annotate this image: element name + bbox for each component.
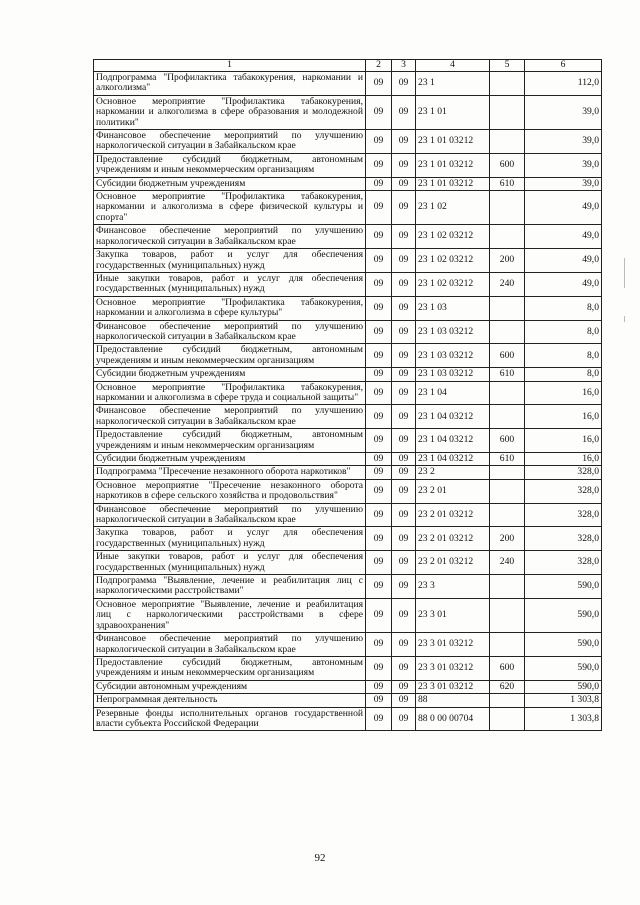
amount-cell: 49,0: [525, 191, 602, 225]
expense-type-cell: [490, 381, 525, 405]
target-article-cell: 23 1 01 03212: [416, 153, 490, 177]
table-row: [94, 130, 602, 154]
target-article-cell: 23 3 01 03212: [416, 680, 490, 693]
row-name-cell: Непрограммная деятельность: [94, 694, 366, 707]
table-row: [94, 191, 602, 225]
table-row: [94, 405, 602, 429]
target-article-cell: 23 1 02 03212: [416, 225, 490, 249]
subsection-code-cell: 09: [392, 272, 416, 296]
table-row: [94, 296, 602, 320]
table-row: [94, 320, 602, 344]
subsection-code-cell: 09: [392, 466, 416, 479]
subsection-code-cell: 09: [392, 225, 416, 249]
expense-type-cell: [490, 479, 525, 503]
expense-type-cell: [490, 575, 525, 599]
section-code-cell: 09: [366, 453, 392, 466]
section-code-cell: 09: [366, 479, 392, 503]
target-article-cell: 23 3 01 03212: [416, 633, 490, 657]
table-row: [94, 551, 602, 575]
target-article-cell: 23 2: [416, 466, 490, 479]
section-code-cell: 09: [366, 694, 392, 707]
expense-type-cell: [490, 633, 525, 657]
section-code-cell: 09: [366, 429, 392, 453]
expense-type-cell: 620: [490, 680, 525, 693]
amount-cell: 39,0: [525, 130, 602, 154]
target-article-cell: 23 3 01: [416, 598, 490, 632]
table-row: [94, 225, 602, 249]
subsection-code-cell: 09: [392, 680, 416, 693]
scan-margin-mark: [624, 316, 625, 322]
section-code-cell: 09: [366, 177, 392, 190]
table-row: [94, 344, 602, 368]
table-row: [94, 527, 602, 551]
scan-margin-mark: [624, 258, 625, 288]
expense-type-cell: [490, 191, 525, 225]
table-header-row: [94, 60, 602, 72]
amount-cell: 8,0: [525, 368, 602, 381]
target-article-cell: 23 1 04 03212: [416, 429, 490, 453]
table-row: [94, 694, 602, 707]
table-row: [94, 153, 602, 177]
expense-type-cell: [490, 95, 525, 129]
expense-type-cell: 240: [490, 272, 525, 296]
amount-cell: 590,0: [525, 575, 602, 599]
amount-cell: 8,0: [525, 344, 602, 368]
subsection-code-cell: 09: [392, 153, 416, 177]
section-code-cell: 09: [366, 503, 392, 527]
row-name-cell: Основное мероприятие "Профилактика табакокурения, наркомании и алкоголизма в сфере образования и молодежной политики": [94, 95, 366, 129]
section-code-cell: 09: [366, 656, 392, 680]
row-name-cell: Подпрограмма "Профилактика табакокурения, наркомании и алкоголизма": [94, 72, 366, 96]
subsection-code-cell: 09: [392, 296, 416, 320]
target-article-cell: 23 1 01: [416, 95, 490, 129]
expense-type-cell: 200: [490, 527, 525, 551]
header-cell: 5: [490, 60, 525, 72]
amount-cell: 1 303,8: [525, 694, 602, 707]
target-article-cell: 23 1 01 03212: [416, 177, 490, 190]
amount-cell: 8,0: [525, 320, 602, 344]
amount-cell: 590,0: [525, 680, 602, 693]
target-article-cell: 23 1 03 03212: [416, 320, 490, 344]
target-article-cell: 23 1 02 03212: [416, 249, 490, 273]
subsection-code-cell: 09: [392, 381, 416, 405]
row-name-cell: Финансовое обеспечение мероприятий по улучшению наркологической ситуации в Забайкальском крае: [94, 225, 366, 249]
expense-type-cell: 600: [490, 344, 525, 368]
target-article-cell: 23 1 04 03212: [416, 405, 490, 429]
section-code-cell: 09: [366, 249, 392, 273]
subsection-code-cell: 09: [392, 707, 416, 731]
amount-cell: 590,0: [525, 656, 602, 680]
row-name-cell: Финансовое обеспечение мероприятий по улучшению наркологической ситуации в Забайкальском крае: [94, 405, 366, 429]
target-article-cell: 88: [416, 694, 490, 707]
row-name-cell: Подпрограмма "Пресечение незаконного оборота наркотиков": [94, 466, 366, 479]
target-article-cell: 23 1 03 03212: [416, 368, 490, 381]
table-row: [94, 429, 602, 453]
subsection-code-cell: 09: [392, 633, 416, 657]
expense-type-cell: [490, 707, 525, 731]
amount-cell: 16,0: [525, 405, 602, 429]
header-cell: 4: [416, 60, 490, 72]
table-row: [94, 368, 602, 381]
section-code-cell: 09: [366, 296, 392, 320]
amount-cell: 328,0: [525, 466, 602, 479]
subsection-code-cell: 09: [392, 72, 416, 96]
header-cell: 2: [366, 60, 392, 72]
amount-cell: 49,0: [525, 225, 602, 249]
subsection-code-cell: 09: [392, 656, 416, 680]
amount-cell: 328,0: [525, 479, 602, 503]
row-name-cell: Закупка товаров, работ и услуг для обеспечения государственных (муниципальных) нужд: [94, 249, 366, 273]
section-code-cell: 09: [366, 527, 392, 551]
row-name-cell: Субсидии бюджетным учреждениям: [94, 177, 366, 190]
amount-cell: 39,0: [525, 177, 602, 190]
row-name-cell: Предоставление субсидий бюджетным, автономным учреждениям и иным некоммерческим организациям: [94, 656, 366, 680]
amount-cell: 112,0: [525, 72, 602, 96]
subsection-code-cell: 09: [392, 344, 416, 368]
subsection-code-cell: 09: [392, 320, 416, 344]
row-name-cell: Предоставление субсидий бюджетным, автономным учреждениям и иным некоммерческим организациям: [94, 344, 366, 368]
target-article-cell: 23 3 01 03212: [416, 656, 490, 680]
subsection-code-cell: 09: [392, 95, 416, 129]
table-row: [94, 656, 602, 680]
row-name-cell: Резервные фонды исполнительных органов государственной власти субъекта Российской Федерации: [94, 707, 366, 731]
table-row: [94, 479, 602, 503]
expense-type-cell: [490, 466, 525, 479]
expense-type-cell: 610: [490, 368, 525, 381]
row-name-cell: Предоставление субсидий бюджетным, автономным учреждениям и иным некоммерческим организациям: [94, 153, 366, 177]
section-code-cell: 09: [366, 272, 392, 296]
subsection-code-cell: 09: [392, 527, 416, 551]
amount-cell: 49,0: [525, 249, 602, 273]
section-code-cell: 09: [366, 575, 392, 599]
row-name-cell: Финансовое обеспечение мероприятий по улучшению наркологической ситуации в Забайкальском крае: [94, 503, 366, 527]
section-code-cell: 09: [366, 598, 392, 632]
expense-type-cell: 600: [490, 153, 525, 177]
table-row: [94, 680, 602, 693]
subsection-code-cell: 09: [392, 479, 416, 503]
target-article-cell: 23 1: [416, 72, 490, 96]
amount-cell: 328,0: [525, 527, 602, 551]
header-cell: 6: [525, 60, 602, 72]
target-article-cell: 23 1 04: [416, 381, 490, 405]
row-name-cell: Закупка товаров, работ и услуг для обеспечения государственных (муниципальных) нужд: [94, 527, 366, 551]
row-name-cell: Финансовое обеспечение мероприятий по улучшению наркологической ситуации в Забайкальском крае: [94, 633, 366, 657]
section-code-cell: 09: [366, 466, 392, 479]
subsection-code-cell: 09: [392, 177, 416, 190]
amount-cell: 16,0: [525, 429, 602, 453]
section-code-cell: 09: [366, 707, 392, 731]
table-body: [94, 60, 602, 731]
expense-type-cell: 610: [490, 177, 525, 190]
row-name-cell: Предоставление субсидий бюджетным, автономным учреждениям и иным некоммерческим организациям: [94, 429, 366, 453]
target-article-cell: 23 2 01: [416, 479, 490, 503]
section-code-cell: 09: [366, 405, 392, 429]
section-code-cell: 09: [366, 95, 392, 129]
subsection-code-cell: 09: [392, 249, 416, 273]
row-name-cell: Иные закупки товаров, работ и услуг для обеспечения государственных (муниципальных) нужд: [94, 272, 366, 296]
target-article-cell: 23 1 02 03212: [416, 272, 490, 296]
subsection-code-cell: 09: [392, 130, 416, 154]
amount-cell: 39,0: [525, 153, 602, 177]
amount-cell: 1 303,8: [525, 707, 602, 731]
row-name-cell: Субсидии автономным учреждениям: [94, 680, 366, 693]
expense-type-cell: [490, 694, 525, 707]
row-name-cell: Иные закупки товаров, работ и услуг для обеспечения государственных (муниципальных) нужд: [94, 551, 366, 575]
row-name-cell: Основное мероприятие "Выявление, лечение и реабилитация лиц с наркологическими расстройствами в сфере здравоохранения": [94, 598, 366, 632]
target-article-cell: 23 1 01 03212: [416, 130, 490, 154]
table-row: [94, 503, 602, 527]
section-code-cell: 09: [366, 633, 392, 657]
expense-type-cell: 600: [490, 656, 525, 680]
target-article-cell: 23 3: [416, 575, 490, 599]
target-article-cell: 23 1 03: [416, 296, 490, 320]
table-row: [94, 575, 602, 599]
section-code-cell: 09: [366, 320, 392, 344]
page-number: 92: [314, 852, 326, 864]
target-article-cell: 23 1 04 03212: [416, 453, 490, 466]
section-code-cell: 09: [366, 191, 392, 225]
table-row: [94, 381, 602, 405]
table-row: [94, 707, 602, 731]
subsection-code-cell: 09: [392, 503, 416, 527]
amount-cell: 590,0: [525, 598, 602, 632]
section-code-cell: 09: [366, 130, 392, 154]
expense-type-cell: [490, 320, 525, 344]
expense-type-cell: [490, 405, 525, 429]
amount-cell: 328,0: [525, 503, 602, 527]
row-name-cell: Основное мероприятие "Профилактика табакокурения, наркомании и алкоголизма в сфере физической культуры и спорта": [94, 191, 366, 225]
row-name-cell: Основное мероприятие "Профилактика табакокурения, наркомании и алкоголизма в сфере культуры": [94, 296, 366, 320]
subsection-code-cell: 09: [392, 191, 416, 225]
subsection-code-cell: 09: [392, 453, 416, 466]
section-code-cell: 09: [366, 225, 392, 249]
target-article-cell: 88 0 00 00704: [416, 707, 490, 731]
amount-cell: 16,0: [525, 453, 602, 466]
row-name-cell: Финансовое обеспечение мероприятий по улучшению наркологической ситуации в Забайкальском крае: [94, 130, 366, 154]
section-code-cell: 09: [366, 381, 392, 405]
subsection-code-cell: 09: [392, 694, 416, 707]
row-name-cell: Основное мероприятие "Профилактика табакокурения, наркомании и алкоголизма в сфере труда и социальной защиты": [94, 381, 366, 405]
amount-cell: 39,0: [525, 95, 602, 129]
expense-type-cell: [490, 296, 525, 320]
table-row: [94, 453, 602, 466]
row-name-cell: Субсидии бюджетным учреждениям: [94, 453, 366, 466]
table-row: [94, 72, 602, 96]
target-article-cell: 23 1 02: [416, 191, 490, 225]
section-code-cell: 09: [366, 680, 392, 693]
amount-cell: 16,0: [525, 381, 602, 405]
section-code-cell: 09: [366, 368, 392, 381]
amount-cell: 590,0: [525, 633, 602, 657]
amount-cell: 49,0: [525, 272, 602, 296]
row-name-cell: Субсидии бюджетным учреждениям: [94, 368, 366, 381]
subsection-code-cell: 09: [392, 368, 416, 381]
table-row: [94, 272, 602, 296]
expense-type-cell: 240: [490, 551, 525, 575]
expense-type-cell: [490, 598, 525, 632]
table-row: [94, 177, 602, 190]
section-code-cell: 09: [366, 551, 392, 575]
subsection-code-cell: 09: [392, 405, 416, 429]
section-code-cell: 09: [366, 344, 392, 368]
table-row: [94, 249, 602, 273]
expense-type-cell: [490, 503, 525, 527]
table-row: [94, 95, 602, 129]
subsection-code-cell: 09: [392, 551, 416, 575]
target-article-cell: 23 2 01 03212: [416, 503, 490, 527]
header-cell: 1: [94, 60, 366, 72]
target-article-cell: 23 2 01 03212: [416, 527, 490, 551]
subsection-code-cell: 09: [392, 429, 416, 453]
target-article-cell: 23 2 01 03212: [416, 551, 490, 575]
budget-table: [93, 59, 602, 731]
header-cell: 3: [392, 60, 416, 72]
subsection-code-cell: 09: [392, 598, 416, 632]
table-row: [94, 598, 602, 632]
table-row: [94, 466, 602, 479]
expense-type-cell: [490, 130, 525, 154]
row-name-cell: Основное мероприятие "Пресечение незаконного оборота наркотиков в сфере сельского хозяйства и продовольствия": [94, 479, 366, 503]
expense-type-cell: [490, 225, 525, 249]
target-article-cell: 23 1 03 03212: [416, 344, 490, 368]
table-row: [94, 633, 602, 657]
expense-type-cell: 600: [490, 429, 525, 453]
row-name-cell: Финансовое обеспечение мероприятий по улучшению наркологической ситуации в Забайкальском крае: [94, 320, 366, 344]
subsection-code-cell: 09: [392, 575, 416, 599]
section-code-cell: 09: [366, 72, 392, 96]
amount-cell: 8,0: [525, 296, 602, 320]
amount-cell: 328,0: [525, 551, 602, 575]
section-code-cell: 09: [366, 153, 392, 177]
expense-type-cell: 200: [490, 249, 525, 273]
expense-type-cell: [490, 72, 525, 96]
expense-type-cell: 610: [490, 453, 525, 466]
row-name-cell: Подпрограмма "Выявление, лечение и реабилитация лиц с наркологическими расстройствами": [94, 575, 366, 599]
